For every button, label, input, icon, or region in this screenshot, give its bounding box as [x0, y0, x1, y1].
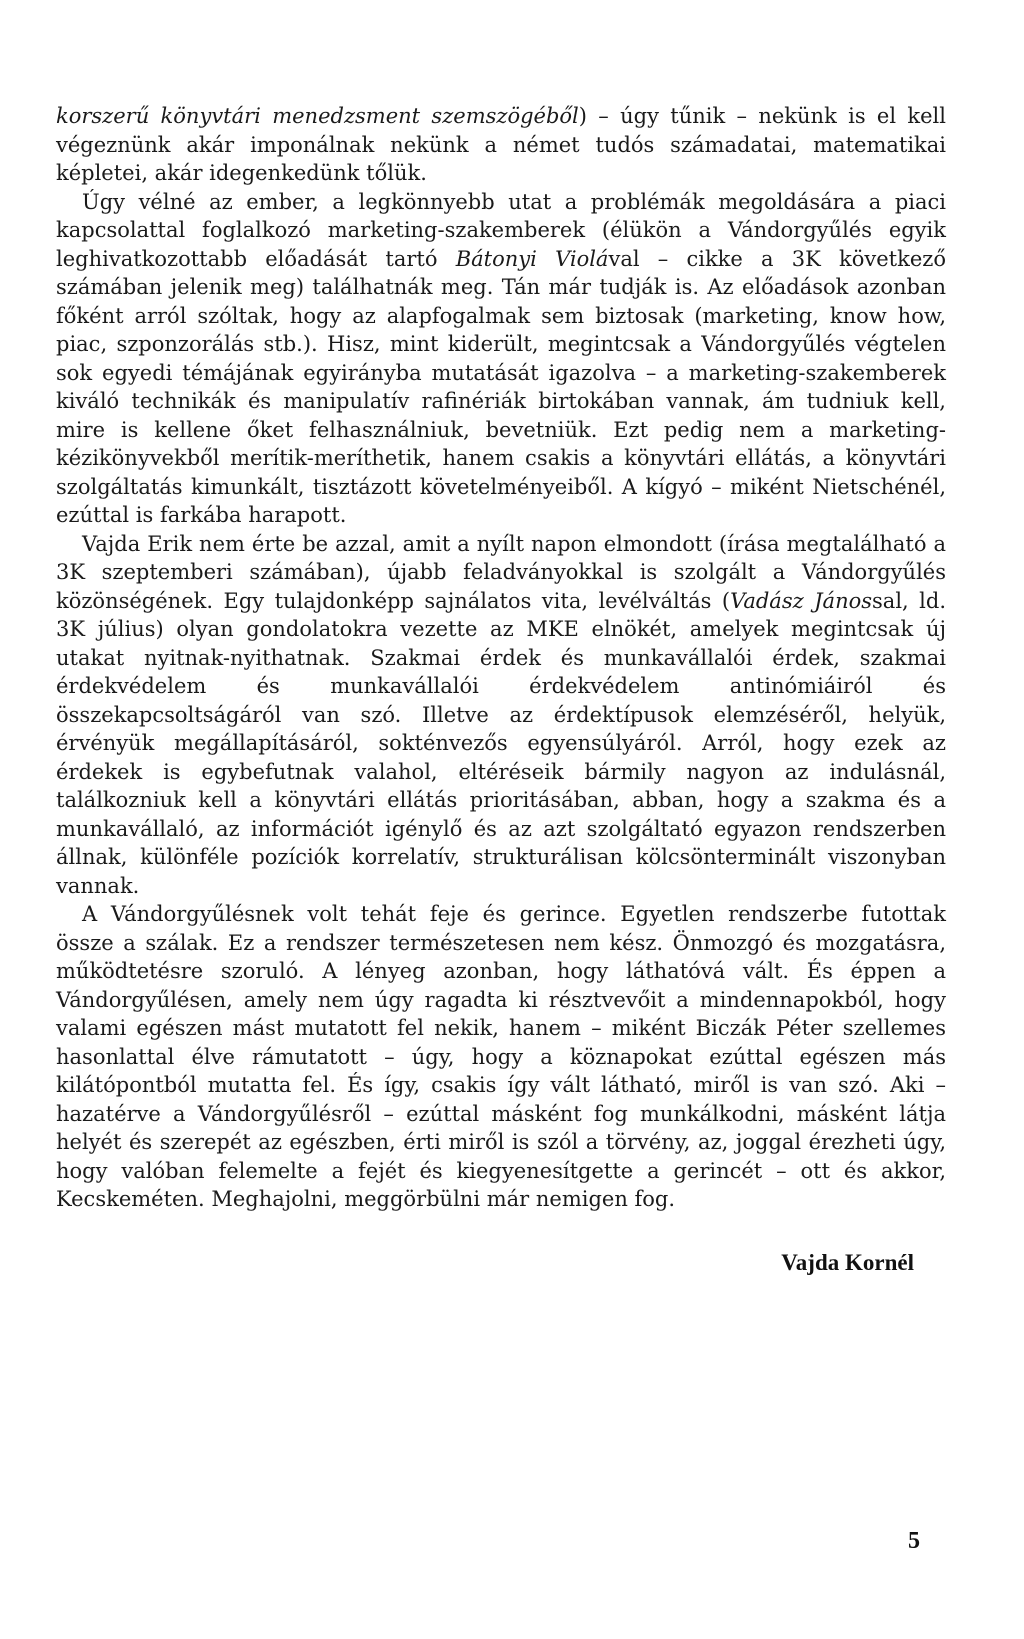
article-body: [56, 102, 946, 1214]
paragraph-3-text-a: Vajda Erik nem érte be azzal, amit a nyílt napon elmondott (írása megtalálható a 3K szeptemberi számában), újabb feladványokkal is szolgált a Vándorgyűlés közönségének. Egy tulajdonképp sajnálatos vita, levélváltás (: [56, 531, 946, 613]
paragraph-3: [56, 530, 946, 901]
italic-phrase-1: korszerű könyvtári menedzsment szemszögéből: [56, 104, 579, 128]
author-signature: Vajda Kornél: [781, 1250, 914, 1275]
paragraph-2: [56, 188, 946, 530]
paragraph-1: [56, 102, 946, 188]
paragraph-1-text: ) – úgy tűnik – nekünk is el kell végeznünk akár imponálnak nekünk a német tudós számadatai, matematikai képletei, akár idegenkedünk tőlük.: [56, 104, 946, 185]
paragraph-2-text-b: val – cikke a 3K következő számában jelenik meg) találhatnák meg. Tán már tudják is. Az előadások azonban főként arról szóltak, hogy az alapfogalmak sem biztosak (marketing, know how, piac, szponzorálás stb.). Hisz, mint kiderült, megintcsak a Vándorgyűlés végtelen sok egyedi témájának egyirányba mutatását igazolva – a marketing-szakemberek kiváló technikák és manipulatív rafinériák birtokában vannak, ám tudniuk kell, mire is kellene őket felhasználniuk, bevetniük. Ezt pedig nem a marketing-kézikönyvekből merítik-meríthetik, hanem csakis a könyvtári ellátás, a könyvtári szolgáltatás kimunkált, tisztázott követelményeiből. A kígyó – miként Nietschénél, ezúttal is farkába harapott.: [56, 246, 946, 527]
paragraph-3-text-b: sal, ld. 3K július) olyan gondolatokra vezette az MKE elnökét, amelyek megintcsak új utakat nyitnak-nyithatnak. Szakmai érdek és munkavállalói érdek, szakmai érdekvédelem és munkavállalói érdekvédelem antinómiáiról és összekapcsoltságáról van szó. Illetve az érdektípusok elemzéséről, helyük, érvényük megállapításáról, sokténvezős egyensúlyáról. Arról, hogy ezek az érdekek is egybefutnak valahol, eltéréseik bármily nagyon az indulásnál, találkozniuk kell a könyvtári ellátás prioritásában, abban, hogy a szakma és a munkavállaló, az információt igénylő és az azt szolgáltató egyazon rendszerben állnak, különféle pozíciók korrelatív, strukturálisan kölcsönterminált viszonyban vannak.: [56, 588, 946, 898]
italic-name-batonyi: Bátonyi Violá: [455, 246, 609, 271]
page-number: 5: [908, 1528, 920, 1554]
paragraph-2-text-a: Úgy vélné az ember, a legkönnyebb utat a problémák megoldására a piaci kapcsolattal foglalkozó marketing-szakemberek (élükön a Vándorgyűlés egyik leghivatkozottabb előadását tartó: [56, 189, 946, 271]
paragraph-4: [56, 900, 946, 1214]
paragraph-4-text: A Vándorgyűlésnek volt tehát feje és gerince. Egyetlen rendszerbe futottak össze a szálak. Ez a rendszer természetesen nem kész. Önmozgó és mozgatásra, működtetésre szoruló. A lényeg azonban, hogy láthatóvá vált. És éppen a Vándorgyűlésen, amely nem úgy ragadta ki résztvevőit a mindennapokból, hogy valami egészen mást mutatott fel nekik, hanem – miként Biczák Péter szellemes hasonlattal élve rámutatott – úgy, hogy a köznapokat ezúttal egészen más kilátópontból mutatta fel. És így, csakis így vált látható, miről is van szó. Aki – hazatérve a Vándorgyűlésről – ezúttal másként fog munkálkodni, másként látja helyét és szerepét az egészben, érti miről is szól a törvény, az, joggal érezheti úgy, hogy valóban felemelte a fejét és kiegyenesítgette a gerincét – ott és akkor, Kecskeméten. Meghajolni, meggörbülni már nemigen fog.: [56, 902, 946, 1211]
italic-name-vadasz: Vadász János: [730, 588, 873, 613]
